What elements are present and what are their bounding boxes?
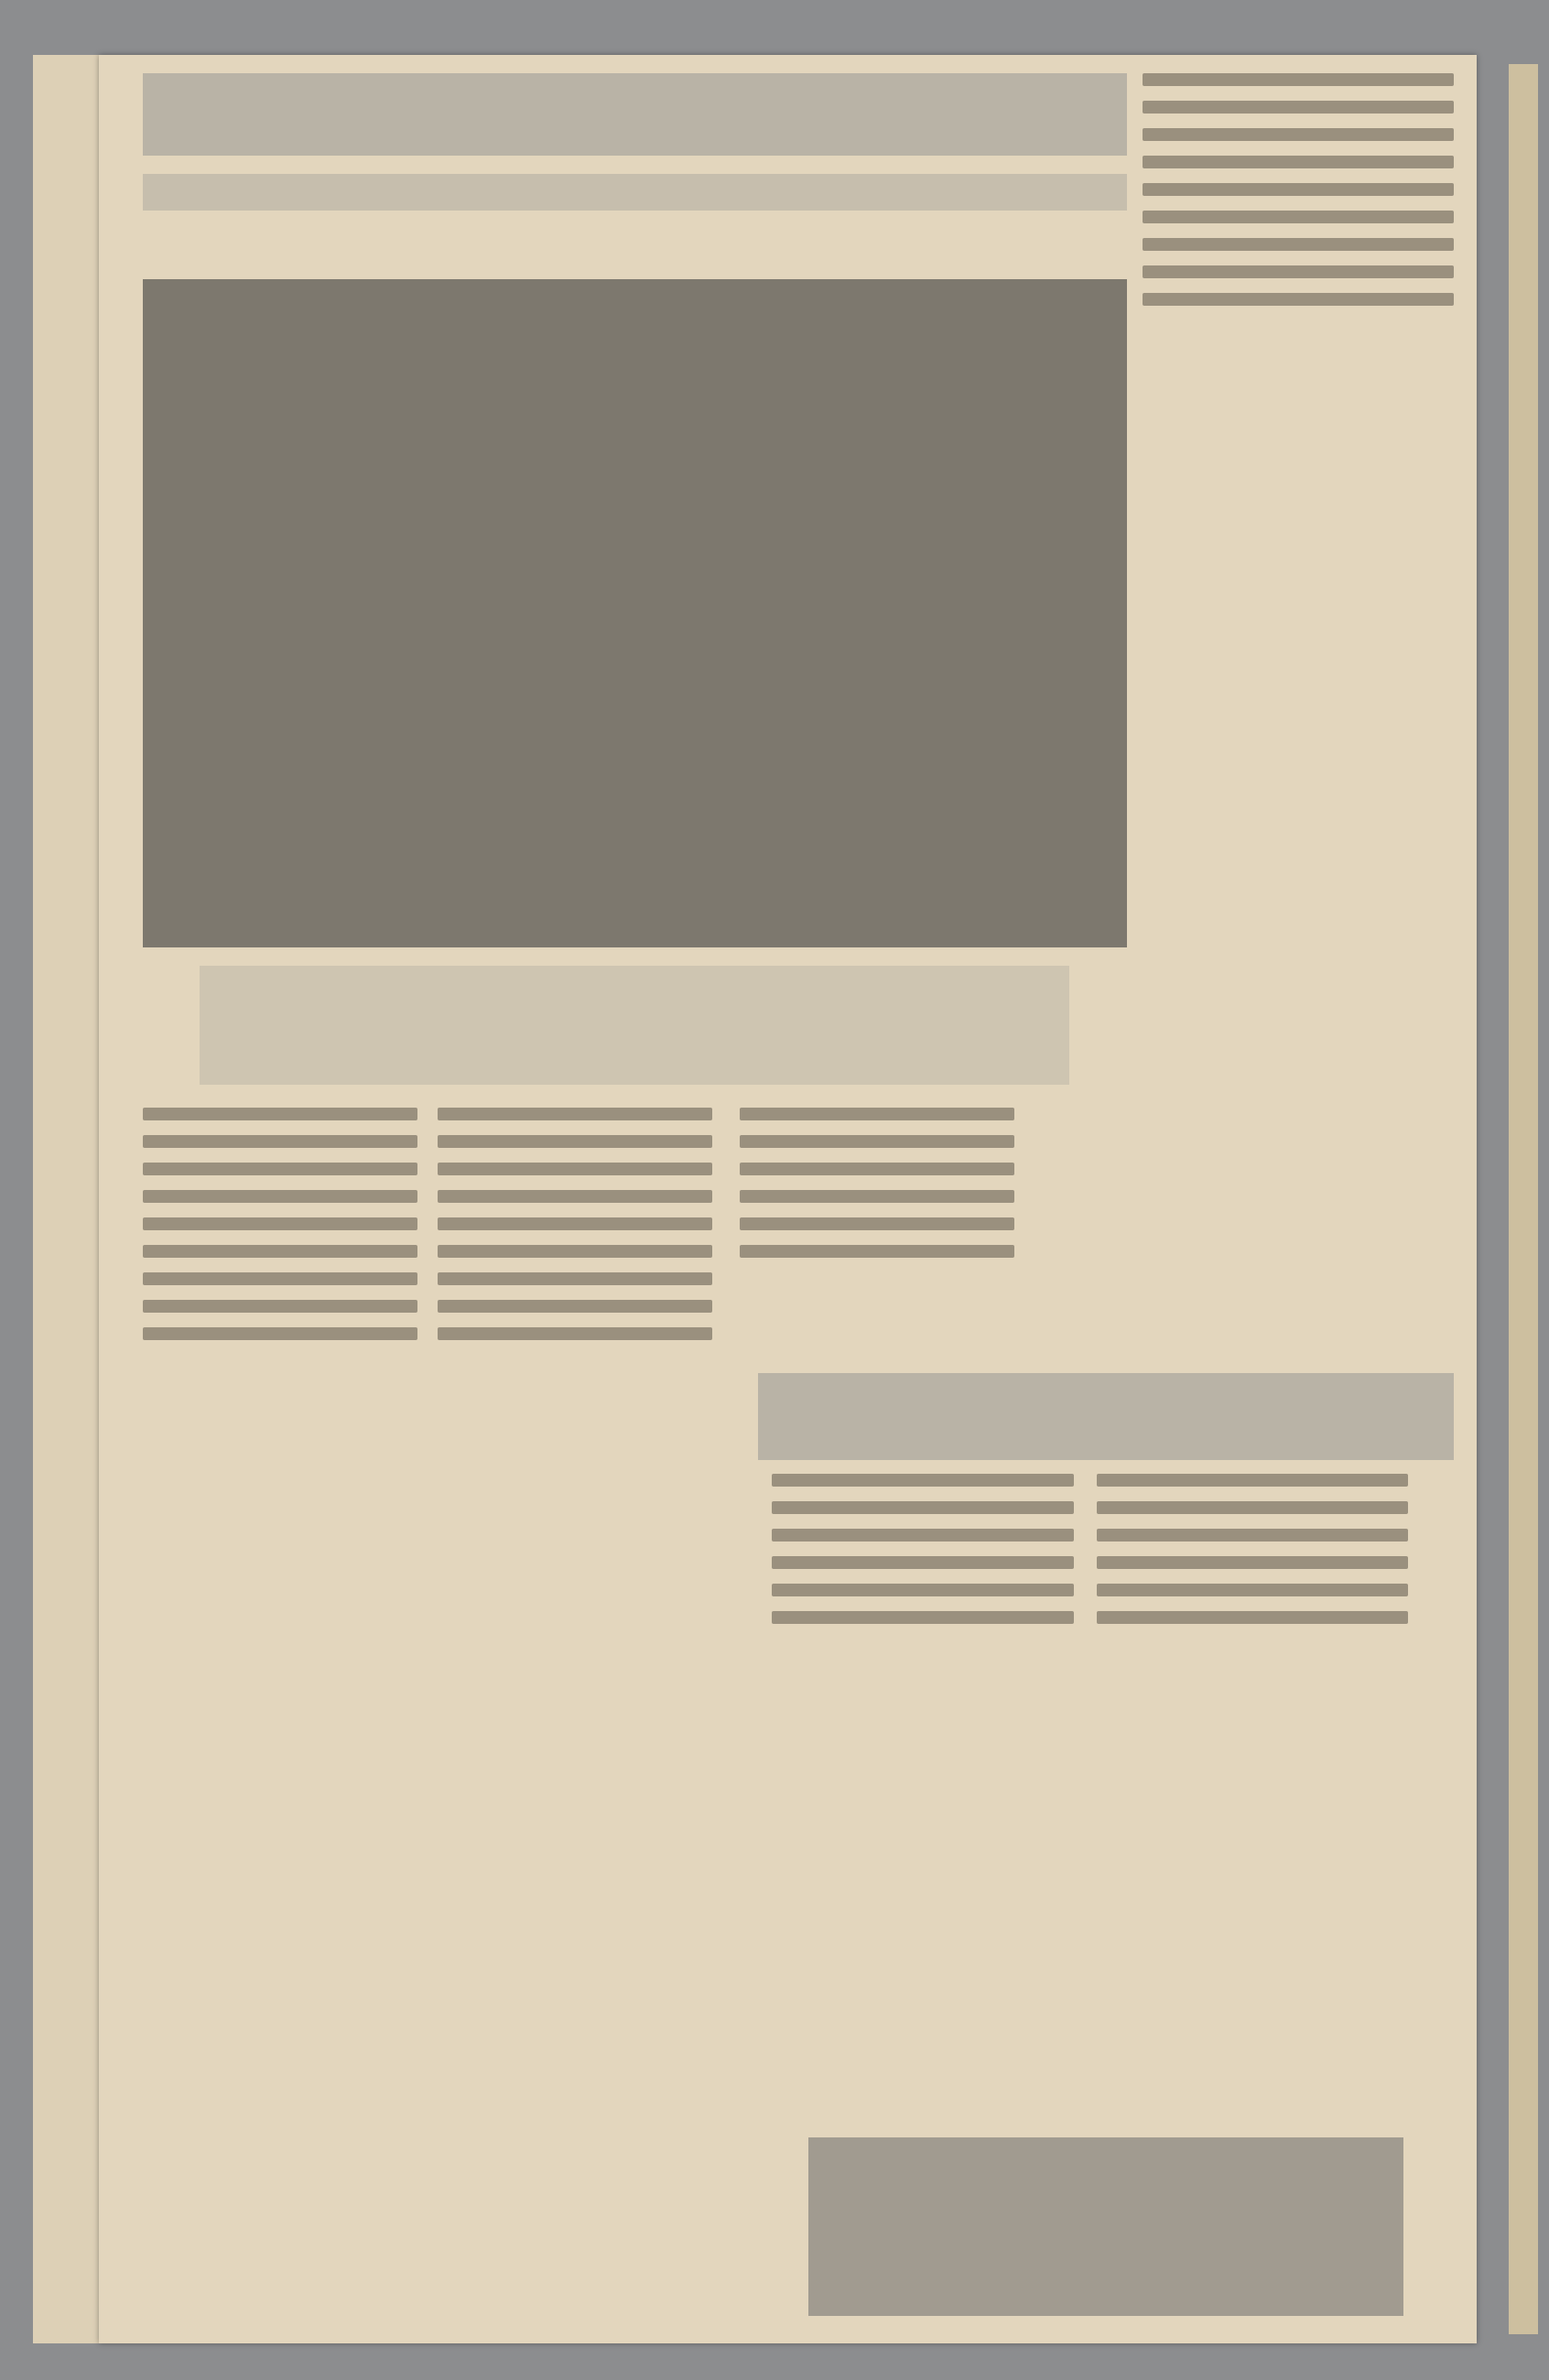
column-1	[143, 1108, 417, 2206]
column-3	[740, 1108, 1014, 1336]
headline-block	[143, 73, 1127, 156]
left-clipping-strip	[33, 55, 99, 2343]
column-4	[772, 1474, 1074, 2142]
column-5	[1097, 1474, 1408, 2142]
section-header-block	[758, 1373, 1454, 1460]
newspaper-clipping	[99, 55, 1477, 2343]
column-2	[438, 1108, 712, 2206]
photo-caption-block	[200, 966, 1069, 1085]
right-tape-strip	[1509, 64, 1538, 2334]
advertisement-block	[808, 2137, 1403, 2316]
column-right-top	[1143, 55, 1454, 1309]
subheadline-block	[143, 174, 1127, 211]
photo	[143, 279, 1127, 947]
